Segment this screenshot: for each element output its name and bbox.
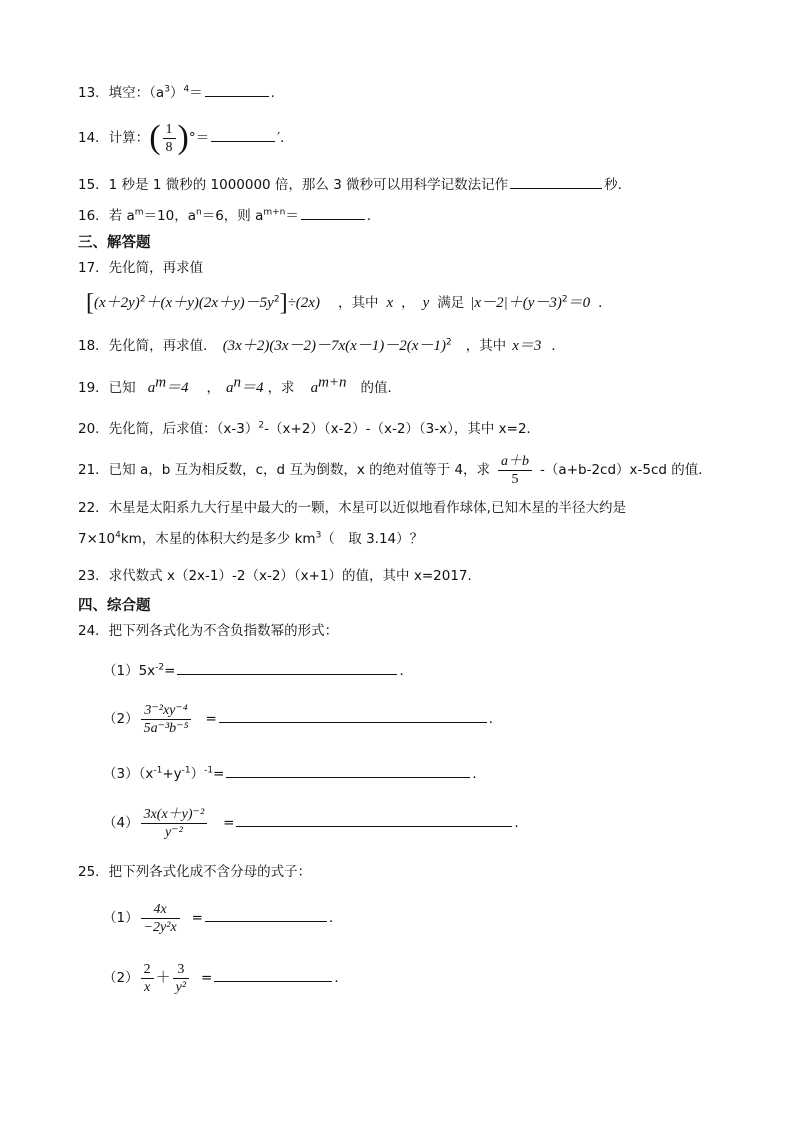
q16-p1: ＝10，a xyxy=(143,208,196,224)
q24-p2-fraction xyxy=(141,702,192,737)
question-14 xyxy=(78,118,294,158)
q25-p2-eq: = xyxy=(201,970,213,986)
q19-a1: a xyxy=(147,380,156,396)
q24-p4-label: （4） xyxy=(103,815,139,831)
question-15 xyxy=(78,174,631,195)
q17-sq-1: 2 xyxy=(139,294,146,305)
q25-p1-num: 4x xyxy=(141,901,180,919)
question-13 xyxy=(78,82,284,103)
question-18 xyxy=(78,336,565,356)
q16-exp-n: n xyxy=(195,207,202,218)
q18-end: ． xyxy=(551,338,565,354)
section-heading-4: 四、综合题 xyxy=(78,598,151,614)
q14-answer-blank[interactable] xyxy=(211,127,275,142)
q14-num: 1 xyxy=(163,121,176,139)
q14-den: 8 xyxy=(165,139,173,155)
q17-sq-3: 2 xyxy=(561,294,568,305)
q19-ask: ，求 xyxy=(267,380,295,396)
q13-exp2: 4 xyxy=(183,84,190,95)
q21-rest: -（a+b-2cd）x-5cd 的值． xyxy=(540,462,712,478)
q25-p2-d2: y² xyxy=(175,979,187,995)
q24-p1-answer-blank[interactable] xyxy=(177,660,397,675)
q24-p3-eq: = xyxy=(213,766,225,782)
q17-where: ，其中 xyxy=(337,295,379,311)
q17-sq-2: 2 xyxy=(273,294,280,305)
q17-cond-a: |x－2|＋(y－3) xyxy=(470,295,562,311)
q24-p3-e2: -1 xyxy=(181,765,191,776)
q13-exp1: 3 xyxy=(164,84,170,95)
q14-right-paren: ) xyxy=(177,119,189,156)
q24-p2-num: 3⁻²xy⁻⁴ xyxy=(141,702,192,720)
q15-end: 秒． xyxy=(604,177,632,193)
q22-l2b: km，木星的体积大约是多少 km xyxy=(120,531,316,547)
q24-p3-e1: -1 xyxy=(153,765,163,776)
q25-part-2 xyxy=(103,958,348,998)
q24-p1-eq: = xyxy=(164,663,176,679)
q19-e2: ＝4 xyxy=(241,380,264,396)
q18-sq: 2 xyxy=(445,337,452,348)
q19-comma: ， xyxy=(206,380,221,396)
q13-prefix: 13．填空：（a xyxy=(78,85,165,101)
q25-p2-fraction-2 xyxy=(173,961,189,996)
q24-p2-label: （2） xyxy=(103,711,139,727)
q25-p1-answer-blank[interactable] xyxy=(205,907,327,922)
q17-expr-b: ＋(x＋y)(2x＋y)－5y xyxy=(145,295,274,311)
question-23: 23．求代数式 x（2x-1）-2（x-2）（x+1）的值，其中 x=2017． xyxy=(78,568,481,584)
q22-l2a: 7×10 xyxy=(78,531,116,547)
q25-p2-end: ． xyxy=(334,970,348,986)
q21-num: a＋b xyxy=(498,453,532,471)
q25-p1-end: ． xyxy=(328,910,343,926)
q25-p2-n1: 2 xyxy=(141,961,154,979)
q17-satisfy: 满足 xyxy=(437,295,465,311)
q17-left-bracket: [ xyxy=(86,290,94,316)
q24-p1-exp: -2 xyxy=(155,662,165,673)
q18-prefix: 18．先化简，再求值． xyxy=(78,338,217,354)
q22-l2c: （ 取 3.14）？ xyxy=(321,531,424,547)
q16-end: ． xyxy=(366,208,381,224)
q16-exp-m: m xyxy=(134,207,144,218)
q16-p2: ＝6，则 a xyxy=(201,208,264,224)
q24-p1-label: （1）5x xyxy=(103,663,156,679)
q21-fraction xyxy=(498,453,532,488)
q21-prefix: 21．已知 a，b 互为相反数，c，d 互为倒数，x 的绝对值等于 4，求 xyxy=(78,462,491,478)
question-17-title: 17．先化简，再求值 xyxy=(78,260,204,276)
q13-eq: ＝ xyxy=(189,85,203,101)
q17-var-y: y xyxy=(422,295,430,311)
q24-p3-answer-blank[interactable] xyxy=(226,763,470,778)
q19-a3: a xyxy=(310,380,319,396)
q25-p2-d1: x xyxy=(143,979,151,995)
q24-p4-fraction xyxy=(141,806,208,841)
q24-p2-answer-blank[interactable] xyxy=(219,708,487,723)
q24-p3-close: ） xyxy=(190,766,205,782)
q25-p1-fraction xyxy=(141,901,180,936)
q16-prefix: 16．若 a xyxy=(78,208,135,224)
q20-sq: 2 xyxy=(258,420,265,431)
q17-expr-a: (x＋2y) xyxy=(94,295,140,311)
q14-deg: °＝ xyxy=(188,130,210,146)
q24-p2-den: 5a⁻³b⁻⁵ xyxy=(143,720,189,736)
q24-part-4 xyxy=(103,803,528,843)
q16-p3: ＝ xyxy=(285,208,299,224)
q25-p1-den: −2y²x xyxy=(143,919,177,935)
q17-right-bracket: ] xyxy=(279,290,288,316)
q24-part-3 xyxy=(103,763,486,784)
q24-p3-e3: -1 xyxy=(204,765,214,776)
q18-cond: x＝3 xyxy=(512,338,542,354)
q17-cond-b: ＝0 xyxy=(567,295,591,311)
q16-answer-blank[interactable] xyxy=(301,205,365,220)
q25-p1-eq: = xyxy=(191,910,203,926)
q24-p4-num: 3x(x＋y)⁻² xyxy=(141,806,208,824)
q15-text: 15．1 秒是 1 微秒的 1000000 倍，那么 3 微秒可以用科学记数法记作 xyxy=(78,177,509,193)
q19-a2: a xyxy=(226,380,234,396)
q14-left-paren: ( xyxy=(149,119,161,156)
q25-p2-answer-blank[interactable] xyxy=(214,967,332,982)
q25-p2-fraction-1 xyxy=(141,961,154,996)
q19-end: 的值． xyxy=(360,380,402,396)
question-17-expression xyxy=(86,288,612,318)
q19-exp-m: m xyxy=(155,374,167,391)
q21-den: 5 xyxy=(511,471,519,487)
section-heading-3: 三、解答题 xyxy=(78,235,151,251)
q24-p4-den: y⁻² xyxy=(164,824,183,840)
q13-end: ． xyxy=(270,85,285,101)
q19-exp-n: n xyxy=(233,374,242,391)
q24-p4-eq: = xyxy=(223,815,235,831)
q25-p2-label: （2） xyxy=(103,970,139,986)
q24-p2-eq: = xyxy=(205,711,217,727)
q24-part-1 xyxy=(103,660,413,681)
q24-p4-answer-blank[interactable] xyxy=(236,812,512,827)
q13-mid: ） xyxy=(169,85,184,101)
q18-expr: (3x＋2)(3x－2)－7x(x－1)－2(x－1) xyxy=(222,338,446,354)
q24-part-2 xyxy=(103,700,502,738)
q15-answer-blank[interactable] xyxy=(510,174,602,189)
q25-part-1 xyxy=(103,898,342,938)
q17-comma: ， xyxy=(401,295,415,311)
q20-rest: -（x+2）（x-2）-（x-2）（3-x），其中 x=2． xyxy=(264,421,541,437)
q25-p1-label: （1） xyxy=(103,910,139,926)
question-25-title: 25．把下列各式化成不含分母的式子： xyxy=(78,864,312,880)
q19-prefix: 19．已知 xyxy=(78,380,136,396)
q18-where: ，其中 xyxy=(465,338,507,354)
q19-e1: ＝4 xyxy=(166,380,189,396)
q22-exp: 4 xyxy=(115,530,121,541)
q16-exp-mn: m+n xyxy=(263,207,286,218)
question-24-title: 24．把下列各式化为不含负指数幂的形式： xyxy=(78,623,339,639)
q14-prefix: 14．计算： xyxy=(78,130,150,146)
q20-prefix: 20．先化简，后求值：（x-3） xyxy=(78,421,259,437)
q14-fraction xyxy=(163,121,176,156)
q14-end: ′． xyxy=(277,130,294,146)
q17-var-x: x xyxy=(386,295,394,311)
q17-expr-c: ÷(2x) xyxy=(287,295,320,311)
question-20 xyxy=(78,419,540,439)
q22-cube: 3 xyxy=(315,530,322,541)
q19-exp-mn: m+n xyxy=(318,374,347,391)
q24-p1-end: ． xyxy=(399,663,413,679)
question-16 xyxy=(78,205,380,226)
q24-p3-mid: +y xyxy=(162,766,182,782)
q24-p3-label: （3）（x xyxy=(103,766,154,782)
q24-p4-end: ． xyxy=(514,815,528,831)
question-22-line1: 22．木星是太阳系九大行星中最大的一颗，木星可以近似地看作球体,已知木星的半径大约是 xyxy=(78,500,626,516)
q25-p2-n2: 3 xyxy=(173,961,189,979)
q25-p2-plus: ＋ xyxy=(155,970,171,986)
q24-p3-end: ． xyxy=(472,766,486,782)
q17-end: ． xyxy=(598,295,612,311)
question-22-line2 xyxy=(78,529,423,549)
q24-p2-end: ． xyxy=(488,711,503,727)
q13-answer-blank[interactable] xyxy=(205,82,269,97)
question-19 xyxy=(78,374,402,398)
question-21 xyxy=(78,452,712,488)
